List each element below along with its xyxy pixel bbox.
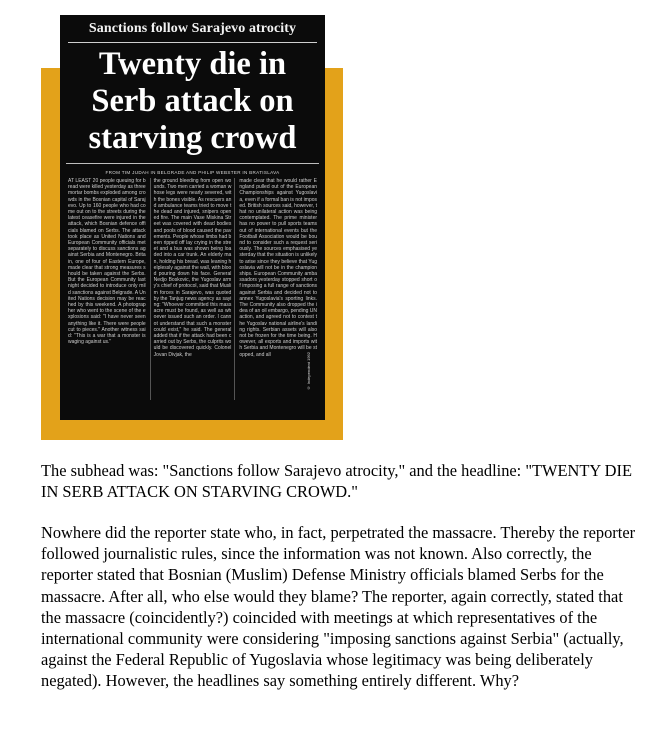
newspaper-clipping — [60, 15, 325, 420]
article-paragraph-1 — [41, 460, 646, 502]
clipping-headline: Twenty die in Serb attack on starving crowd — [66, 43, 319, 164]
clipping-column-3: made clear that he would rather England pulled out of the European Championships against Yugoslavia, even if a formal ban is not imposed. British sources said, however, that no unilateral action was being contemplated. The prime minister has no power to pull sports teams out of international events but the Football Association would be bound to consider such a request seriously. The sources emphasised yesterday that the situation is unlikely to arise since they believe that Yugoslavia will not be in the championships. European Community ambassadors yesterday stopped short of imposing a full range of sanctions against Serbia and decided not to annex Yugoslavia's sporting links. The Community also dropped the idea of an oil embargo, pending UN action, and agreed not to contest the Yugoslav national airline's landing rights. Serbian assets will also not be frozen for the time being. However, all exports and imports with Serbia and Montenegro will be stopped, and all — [239, 178, 317, 358]
clipping-byline: FROM TIM JUDAH IN BELGRADE AND PHILIP WEBSTER IN BRATISLAVA — [105, 170, 280, 175]
clipping-credit: © Independent 1992 — [306, 351, 311, 390]
paragraph-text: Nowhere did the reporter state who, in fact, perpetrated the massacre. Thereby the reporter followed journalistic rules, since the information was not known. Also correctly, the reporter stated that Bosnian (Muslim) Defense Ministry officials blamed Serbs for the massacre. After all, who else would they blame? The reporter, again correctly, stated that the massacre (coincidently?) coincided with meetings at which representatives of the international community were considering "imposing sanctions against Serbia" (actually, against the Federal Republic of Yugoslavia whose legitimacy was being deliberately negated). However, the headlines say something entirely different. Why? — [41, 523, 636, 691]
clipping-column-2: the ground bleeding from open wounds. Two men carried a woman whose legs were nearly severed, with the bones visible. As rescuers and ambulance teams tried to move the dead and injured, snipers opened fire. The main Vase Miskina Street was covered with dead bodies and pools of blood caused the pavements. People whose limbs had been ripped off lay crying in the street and a bus was shown being loaded into a car trunk. An elderly man, holding his bread, was leaning helplessly against the wall, with blood pouring down his face. General Nedjo Boskovic, the Yugoslav army's chief of protocol, said that Muslim forces in Sarajevo, was quoted by the Tanjug news agency as saying: "Whoever committed this massacre must be found, as well as whoever issued such an order. I cannot understand that such a monster could exist," he said. The general added that if the attack had been carried out by Serbs, the culprits would be discovered quickly. Colonel Jovan Divjak, the — [150, 178, 236, 400]
clipping-column-1: AT LEAST 20 people queuing for bread were killed yesterday as three mortar bombs exploded among crowds in the Bosnian capital of Sarajevo. Up to 160 people who had come out on to the streets during the latest ceasefire were injured in the attack, which Bosnian defence officials blamed on Serbs. The attack took place as United Nations and European Community officials met separately to discuss sanctions against Serbia and Montenegro. Britain, one of four of Eastern Europe, made clear that strong measures should be taken against the Serbs. But the European Community last night decided to introduce only mild sanctions against Belgrade. A United Nations decision may be reached by this weekend. A photographer who went to the scene of the explosions said: "I have never seen anything like it. There were people cut to pieces." Another witness said: "This is a war that a monster is waging against us." — [68, 178, 146, 346]
article-paragraph-2 — [41, 522, 646, 692]
paragraph-text: The subhead was: "Sanctions follow Sarajevo atrocity," and the headline: "TWENTY DIE IN SERB ATTACK ON STARVING CROWD." — [41, 461, 632, 502]
clipping-body-columns — [68, 178, 317, 400]
clipping-subhead: Sanctions follow Sarajevo atrocity — [68, 21, 317, 43]
